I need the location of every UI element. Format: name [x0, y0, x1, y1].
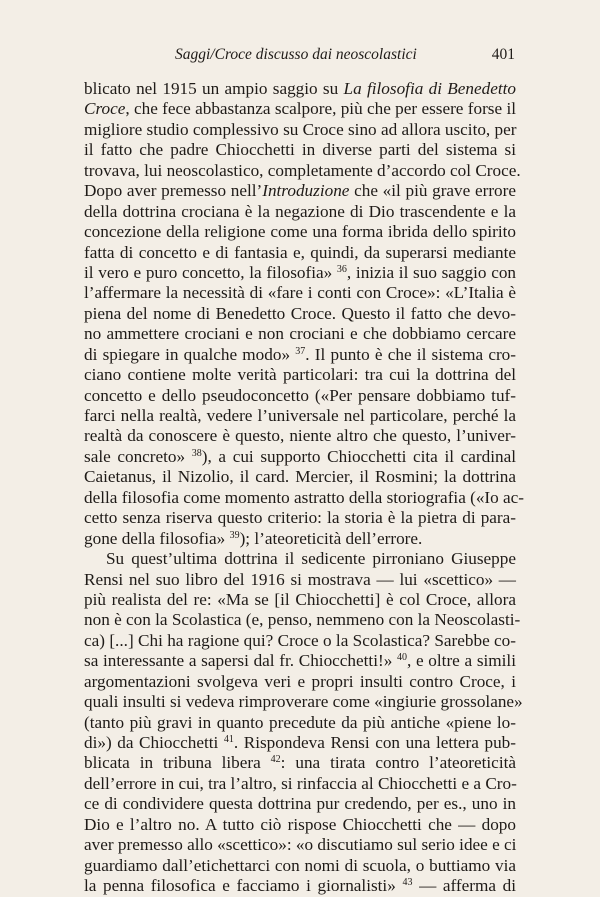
text-span: il vero e puro concetto, la filosofia»	[84, 262, 337, 282]
text-span: di spiegare in qualche modo»	[84, 344, 296, 364]
text-line: Rensi nel suo libro del 1916 si mostrava — lui «scettico» —	[84, 569, 516, 589]
text-span: blicato nel 1915 un ampio saggio su	[84, 79, 344, 98]
italic-term: Introduzione	[262, 181, 350, 201]
text-line: dell’errore in cui, tra l’altro, si rinfaccia al Chiocchetti e a Cro-	[84, 773, 517, 793]
text-span: ), a cui supporto Chiocchetti cita il cardinal	[201, 446, 516, 466]
text-line	[84, 181, 516, 201]
text-line: trovava, lui neoscolastico, completamente d’accordo col Croce.	[84, 160, 521, 180]
running-title: Saggi/Croce discusso dai neoscolastici	[175, 46, 417, 63]
book-title-italic: Croce	[84, 99, 126, 119]
text-line	[84, 447, 516, 467]
text-line: (tanto più gravi in quanto precedute da più antiche «piene lo-	[84, 712, 516, 732]
text-line: della dottrina crociana è la negazione di Dio trascendente e la	[84, 201, 516, 221]
text-line: fatta di concetto e di fantasia e, quindi, da superarsi mediante	[84, 242, 516, 262]
text-line: Su quest’ultima dottrina il sedicente pirroniano Giuseppe	[106, 549, 516, 569]
text-span: sa interessante a sapersi dal fr. Chiocchetti!»	[84, 651, 397, 671]
text-line: guardiamo dall’etichettarci con nomi di scuola, o buttiamo via	[84, 855, 516, 875]
text-line: no ammettere crociani e non crociani e che dobbiamo cercare	[84, 324, 516, 344]
text-line	[84, 753, 516, 773]
text-line	[84, 99, 516, 119]
text-span: che «il più grave errore	[349, 181, 516, 201]
text-line: ca) [...] Chi ha ragione qui? Croce o la Scolastica? Sarebbe co-	[84, 630, 516, 650]
body-text	[84, 79, 525, 897]
text-line: aver premesso allo «scettico»: «o discutiamo sul serio idee e ci	[84, 835, 517, 855]
page-number: 401	[491, 46, 515, 63]
text-line	[84, 529, 516, 549]
text-span: : una tirata contro l’ateoreticità	[280, 753, 516, 773]
text-line	[84, 263, 516, 283]
text-line: farci nella realtà, vedere l’universale nel particolare, perché la	[84, 406, 516, 425]
text-line: migliore studio complessivo su Croce sino ad allora uscito, per	[84, 119, 517, 139]
text-span: gone della filosofia»	[84, 528, 230, 548]
footnote-ref: 40	[397, 652, 407, 664]
text-span: , che fece abbastanza scalpore, più che per essere forse il	[125, 99, 516, 119]
book-title-italic: La filosofia di Benedetto	[343, 79, 516, 98]
text-line: argomentazioni svolgeva veri e propri insulti contro Croce, i	[84, 671, 516, 691]
text-span: . Rispondeva Rensi con una lettera pub-	[233, 733, 516, 752]
footnote-ref: 43	[402, 877, 413, 889]
text-line: della filosofia come momento astratto della storiografia («Io ac-	[84, 487, 525, 507]
footnote-ref: 38	[191, 447, 202, 459]
text-line: non è con la Scolastica (e, penso, nemmeno con la Neoscolasti-	[84, 610, 521, 630]
text-span: la penna filosofica e facciamo i giornalisti»	[84, 876, 403, 896]
page-header	[175, 46, 515, 66]
text-span: sale concreto»	[84, 446, 192, 466]
text-line	[84, 876, 516, 896]
text-line: cetto senza riserva questo criterio: la storia è la pietra di para-	[84, 508, 516, 528]
text-line	[84, 79, 516, 99]
footnote-ref: 39	[229, 529, 240, 541]
footnote-ref: 37	[295, 345, 306, 357]
text-span: blicata in tribuna libera	[84, 753, 271, 773]
text-line: concezione della religione come una forma ibrida dello spirito	[84, 222, 516, 242]
text-span: ); l’ateoreticità dell’errore.	[239, 528, 423, 548]
text-line: Caietanus, il Nizolio, il card. Mercier, il Rosmini; la dottrina	[84, 467, 516, 487]
text-span: , inizia il suo saggio con	[346, 262, 517, 282]
text-line: quali insulti si vedeva rimproverare come «ingiurie grossolane»	[84, 692, 523, 712]
text-line: il fatto che padre Chiocchetti in diverse parti del sistema si	[84, 140, 516, 160]
text-line	[84, 345, 516, 365]
footnote-ref: 42	[270, 754, 281, 766]
text-span: — afferma di	[412, 876, 516, 896]
text-span: , e oltre a simili	[407, 651, 516, 671]
text-span: . Il punto è che il sistema cro-	[305, 344, 517, 364]
text-line: piena del nome di Benedetto Croce. Questo il fatto che devo-	[84, 303, 516, 323]
text-line: l’affermare la necessità di «fare i conti con Croce»: «L’Italia è	[84, 283, 516, 303]
footnote-ref: 36	[336, 263, 347, 275]
text-line: realtà da conoscere è questo, niente altro che questo, l’univer-	[84, 426, 516, 446]
text-line: concetto e dello pseudoconcetto («Per pensare dobbiamo tuf-	[84, 385, 516, 405]
text-line	[84, 651, 516, 671]
text-line: più realista del re: «Ma se [il Chiocchetti] è col Croce, allora	[84, 589, 516, 609]
text-line: ciano contiene molte verità particolari: tra cui la dottrina del	[84, 365, 516, 385]
text-line: ce di condividere questa dottrina pur credendo, per es., uno in	[84, 794, 516, 814]
text-line: Dio e l’altro no. A tutto ciò rispose Chiocchetti che — dopo	[84, 814, 516, 834]
text-span: di») da Chiocchetti	[84, 733, 224, 752]
text-line	[84, 733, 516, 753]
text-span: Dopo aver premesso nell’	[84, 181, 263, 201]
footnote-ref: 41	[223, 734, 234, 745]
